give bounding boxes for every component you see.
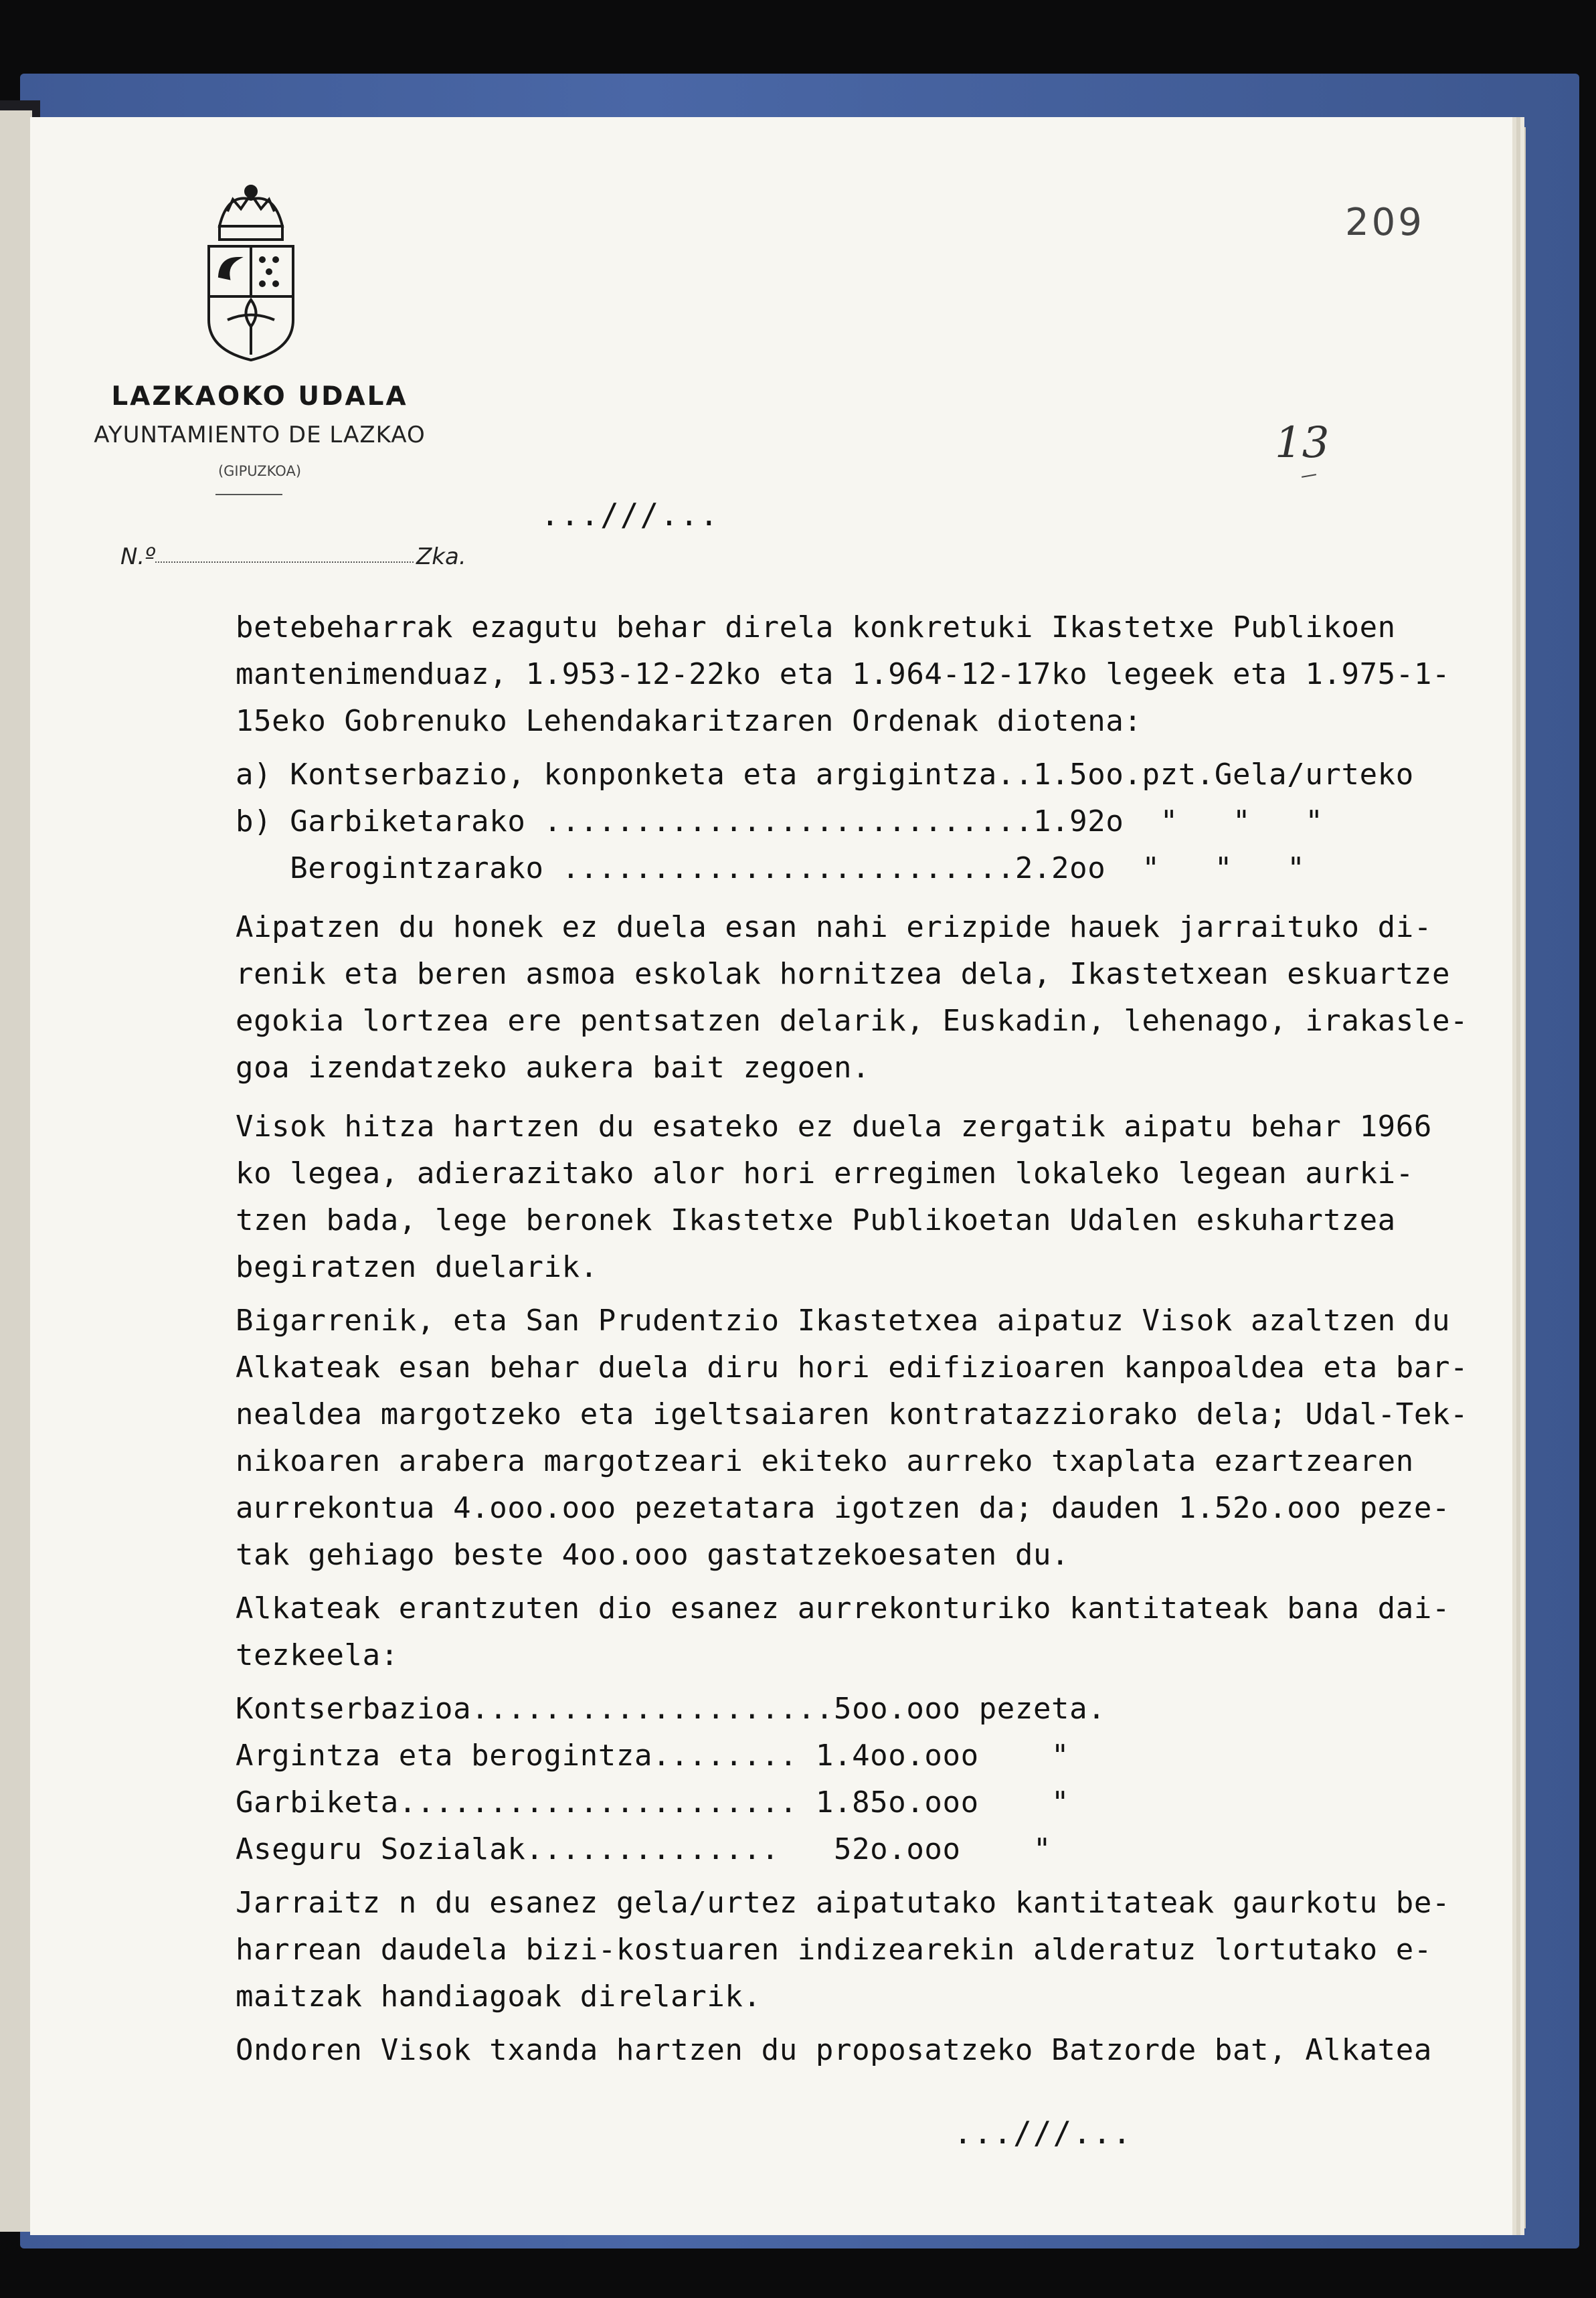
budget-line: Argintza eta berogintza........ 1.4oo.ooo " [236, 1739, 1070, 1773]
body-line: goa izendatzeko aukera bait zegoen. [236, 1051, 871, 1085]
body-line: nikoaren arabera margotzeari ekiteko aurreko txaplata ezartzearen [236, 1444, 1414, 1478]
body-line: mantenimenduaz, 1.953-12-22ko eta 1.964-12-17ko legeek eta 1.975-1- [236, 657, 1451, 691]
body-line: Bigarrenik, eta San Prudentzio Ikastetxea aipatuz Visok azaltzen du [236, 1304, 1451, 1338]
province-label: (GIPUZKOA) [217, 463, 302, 479]
registry-zka-label: Zka. [416, 543, 466, 570]
body-line: Visok hitza hartzen du esateko ez duela zergatik aipatu behar 1966 [236, 1110, 1432, 1144]
coat-of-arms-icon [201, 179, 301, 367]
body-line: ko legea, adierazitako alor hori erregimen lokaleko legean aurki- [236, 1156, 1414, 1190]
body-line: 15eko Gobrenuko Lehendakaritzaren Ordenak diotena: [236, 704, 1142, 738]
continuation-mark-top: ...///... [541, 497, 720, 533]
body-line: egokia lortzea ere pentsatzen delarik, Euskadin, lehenago, irakasle- [236, 1004, 1469, 1038]
registry-number-blank [155, 561, 414, 563]
body-line: tzen bada, lege beronek Ikastetxe Publikoetan Udalen eskuhartzea [236, 1203, 1396, 1237]
budget-line: Aseguru Sozialak.............. 52o.ooo " [236, 1832, 1052, 1866]
registry-no-label: N.º [120, 543, 156, 570]
body-line: maitzak handiagoak direlarik. [236, 1979, 762, 2014]
left-page-edge [0, 110, 32, 2232]
list-item: Berogintzarako .........................2.2oo " " " [236, 851, 1306, 885]
list-item: b) Garbiketarako ...........................1.92o " " " [236, 804, 1324, 838]
typewritten-body [236, 604, 1480, 2074]
body-line: Alkateak esan behar duela diru hori edifizioaren kanpoaldea eta bar- [236, 1350, 1469, 1385]
body-line: Ondoren Visok txanda hartzen du proposatzeko Batzorde bat, Alkatea [236, 2033, 1432, 2067]
budget-line: Garbiketa...................... 1.85o.ooo " [236, 1785, 1070, 1820]
list-item: a) Kontserbazio, konponketa eta argigintza..1.5oo.pzt.Gela/urteko [236, 758, 1414, 792]
registry-number-line [120, 543, 466, 570]
folio-number: 209 [1345, 201, 1425, 244]
body-line: Aipatzen du honek ez duela esan nahi erizpide hauek jarraituko di- [236, 910, 1432, 944]
body-line: renik eta beren asmoa eskolak hornitzea dela, Ikastetxean eskuartze [236, 957, 1451, 991]
body-line: aurrekontua 4.ooo.ooo pezetatara igotzen da; dauden 1.52o.ooo peze- [236, 1491, 1451, 1525]
body-line: harrean daudela bizi-kostuaren indizearekin alderatuz lortutako e- [236, 1933, 1432, 1967]
body-line: tak gehiago beste 4oo.ooo gastatzekoesaten du. [236, 1538, 1070, 1572]
handwritten-page-number: 13 [1275, 418, 1330, 468]
body-line: betebeharrak ezagutu behar direla konkretuki Ikastetxe Publikoen [236, 610, 1396, 644]
org-name: LAZKAOKO UDALA [111, 381, 408, 412]
body-line: tezkeela: [236, 1638, 399, 1672]
body-line: nealdea margotzeko eta igeltsaiaren kontratazziorako dela; Udal-Tek- [236, 1397, 1469, 1431]
letterhead-divider [215, 494, 282, 495]
body-line: begiratzen duelarik. [236, 1250, 598, 1284]
budget-line: Kontserbazioa....................5oo.ooo pezeta. [236, 1692, 1106, 1726]
body-line: Alkateak erantzuten dio esanez aurrekonturiko kantitateak bana dai- [236, 1591, 1451, 1625]
body-line: Jarraitz n du esanez gela/urtez aipatutako kantitateak gaurkotu be- [236, 1886, 1451, 1920]
org-name-spanish: AYUNTAMIENTO DE LAZKAO [94, 422, 426, 448]
continuation-mark-bottom: ...///... [954, 2115, 1133, 2151]
